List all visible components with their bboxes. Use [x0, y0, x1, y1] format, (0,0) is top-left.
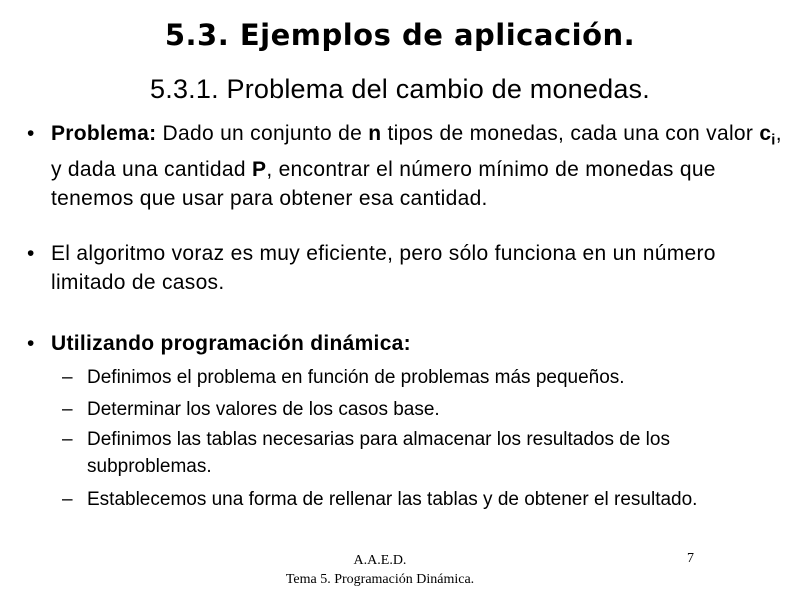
bullet-text — [51, 119, 787, 213]
bullet-text: Utilizando programación dinámica: — [51, 332, 411, 355]
slide-subtitle: 5.3.1. Problema del cambio de monedas. — [150, 74, 650, 104]
subitem-marker: – — [62, 367, 73, 388]
bullet-part: tipos de monedas, cada una con valor — [381, 122, 760, 145]
subitem — [62, 396, 782, 423]
subitem — [62, 364, 782, 391]
subitem — [62, 486, 782, 513]
bullet-dynamic-programming — [27, 329, 787, 358]
bullet-greedy-algorithm — [27, 239, 787, 297]
slide-title: 5.3. Ejemplos de aplicación. — [164, 18, 636, 52]
bullet-problem-definition — [27, 119, 787, 213]
subitem-marker: – — [62, 429, 73, 450]
bullet-part: , encontrar el número mínimo de monedas que tenemos que usar para obtener esa cantidad. — [51, 158, 716, 211]
bullet-part-subscript: i — [771, 132, 776, 149]
bullet-marker: • — [27, 242, 35, 265]
bullet-text: El algoritmo voraz es muy eficiente, pero sólo funciona en un número limitado de casos. — [51, 242, 716, 294]
bullet-part: , y dada una cantidad — [51, 122, 782, 182]
bullet-marker: • — [27, 122, 35, 145]
subitem — [62, 426, 782, 480]
bullet-part: Problema: — [51, 122, 157, 145]
footer-topic: Tema 5. Programación Dinámica. — [285, 572, 475, 587]
bullet-part: Dado un conjunto de — [156, 122, 369, 145]
subitem-text: Determinar los valores de los casos base. — [87, 399, 440, 420]
footer — [230, 551, 530, 589]
bullet-part: c — [759, 122, 772, 145]
subitem-marker: – — [62, 489, 73, 510]
bullet-part: n — [368, 122, 382, 145]
subitem-text: Establecemos una forma de rellenar las tablas y de obtener el resultado. — [87, 489, 698, 510]
subitem-text: Definimos las tablas necesarias para almacenar los resultados de los subproblemas. — [87, 429, 670, 477]
bullet-part: P — [252, 158, 267, 182]
subitem-text: Definimos el problema en función de problemas más pequeños. — [87, 367, 625, 388]
bullet-marker: • — [27, 332, 35, 355]
subitem-marker: – — [62, 399, 73, 420]
footer-course: A.A.E.D. — [353, 553, 407, 568]
page-number: 7 — [687, 551, 694, 566]
